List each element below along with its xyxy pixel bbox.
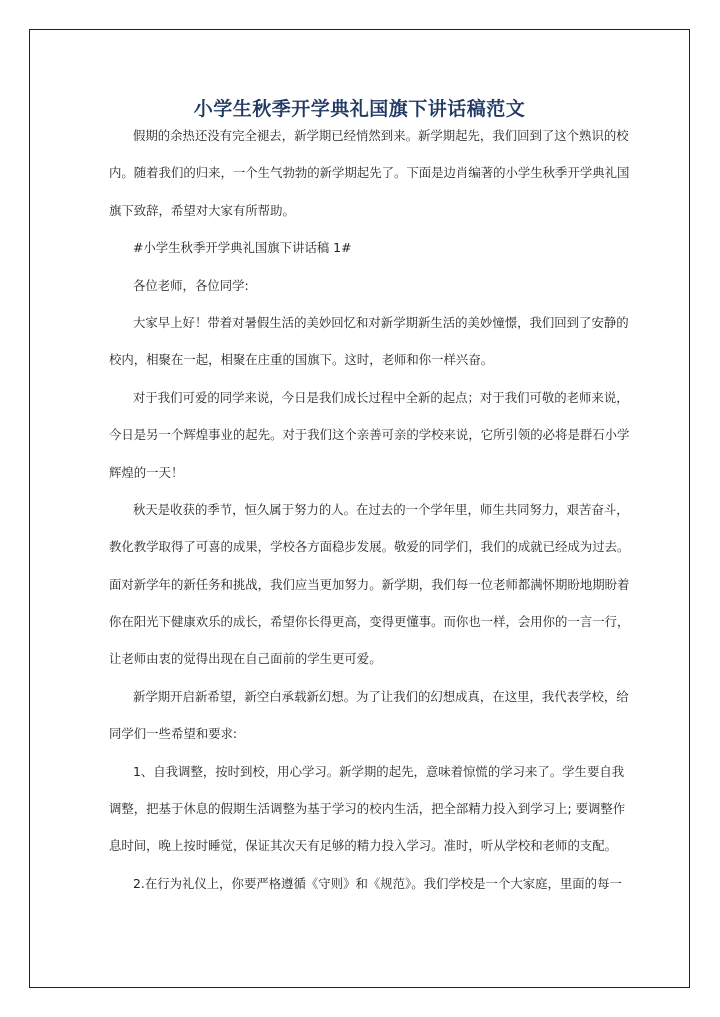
- text-line: 今日是另一个辉煌事业的起先。对于我们这个亲善可亲的学校来说，它所引领的必将是群石小学: [109, 427, 630, 443]
- text-line: 内。随着我们的归来，一个生气勃勃的新学期起先了。下面是边肖编著的小学生秋季开学典礼国: [109, 165, 630, 181]
- text-line: 息时间，晚上按时睡觉，保证其次天有足够的精力投入学习。准时，听从学校和老师的支配。: [109, 838, 618, 854]
- document-title: 小学生秋季开学典礼国旗下讲话稿范文: [193, 98, 526, 120]
- text-line: 新学期开启新希望，新空白承载新幻想。为了让我们的幻想成真，在这里，我代表学校，给: [133, 688, 629, 704]
- text-line: 各位老师，各位同学:: [133, 277, 249, 293]
- text-line: 面对新学年的新任务和挑战，我们应当更加努力。新学期，我们每一位老师都满怀期盼地期盼着: [109, 576, 630, 592]
- text-line: 大家早上好！带着对暑假生活的美妙回忆和对新学期新生活的美妙憧憬，我们回到了安静的: [133, 314, 629, 330]
- text-line: 校内，相聚在一起，相聚在庄重的国旗下。这时，老师和你一样兴奋。: [109, 352, 494, 368]
- text-line: 教化教学取得了可喜的成果，学校各方面稳步发展。敬爱的同学们，我们的成就已经成为过去。: [109, 539, 630, 555]
- text-line: 2.在行为礼仪上，你要严格遵循《守则》和《规范》。我们学校是一个大家庭，里面的每一: [133, 875, 622, 891]
- text-line: 你在阳光下健康欢乐的成长，希望你长得更高，变得更懂事。而你也一样，会用你的一言一行，: [109, 614, 630, 630]
- document-body: [109, 117, 630, 902]
- text-line: 假期的余热还没有完全褪去，新学期已经悄然到来。新学期起先，我们回到了这个熟识的校: [133, 128, 629, 143]
- text-line: #小学生秋季开学典礼国旗下讲话稿 1#: [133, 240, 352, 256]
- text-line: 秋天是收获的季节，恒久属于努力的人。在过去的一个学年里，师生共同努力，艰苦奋斗，: [133, 501, 629, 517]
- text-line: 辉煌的一天！: [109, 464, 184, 480]
- text-line: 1、自我调整，按时到校，用心学习。新学期的起先，意味着惊慌的学习来了。学生要自我: [133, 763, 625, 779]
- text-line: 调整，把基于休息的假期生活调整为基于学习的校内生活，把全部精力投入到学习上; 要调整作: [109, 801, 626, 817]
- text-line: 旗下致辞，希望对大家有所帮助。: [109, 202, 295, 218]
- text-line: 同学们一些希望和要求:: [109, 726, 238, 742]
- text-line: 让老师由衷的觉得出现在自己面前的学生更可爱。: [109, 651, 382, 667]
- text-line: 对于我们可爱的同学来说，今日是我们成长过程中全新的起点；对于我们可敬的老师来说，: [133, 389, 629, 405]
